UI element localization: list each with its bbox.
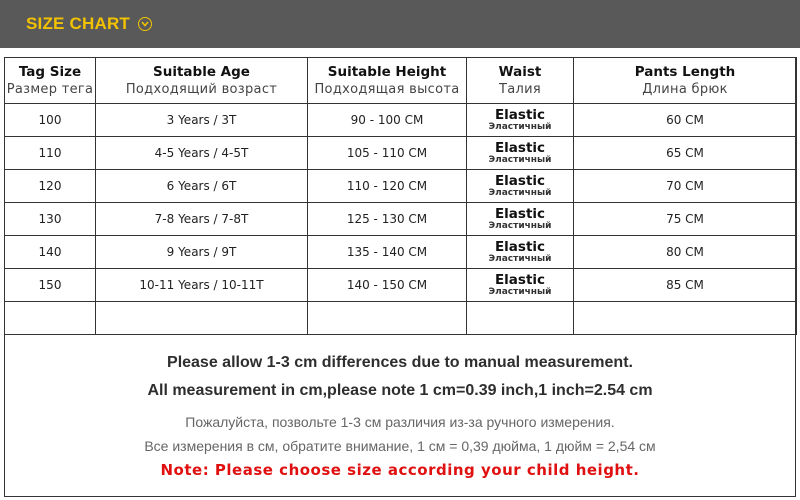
column-header-pants-length: Pants Length Длина брюк bbox=[574, 58, 797, 104]
table-row bbox=[5, 203, 797, 236]
waist-cell: Elastic Эластичный bbox=[467, 170, 574, 203]
age-cell: 4-5 Years / 4-5T bbox=[96, 137, 308, 170]
waist-cell: Elastic Эластичный bbox=[467, 137, 574, 170]
waist-cell: Elastic Эластичный bbox=[467, 269, 574, 302]
pants-length-cell: 60 CM bbox=[574, 104, 797, 137]
age-cell: 6 Years / 6T bbox=[96, 170, 308, 203]
pants-length-cell: 70 CM bbox=[574, 170, 797, 203]
table-row bbox=[5, 236, 797, 269]
table-row bbox=[5, 137, 797, 170]
note-russian-1: Пожалуйста, позвольте 1-3 см различия из-за ручного измерения. bbox=[185, 414, 615, 430]
age-cell: 3 Years / 3T bbox=[96, 104, 308, 137]
tag-size-cell: 110 bbox=[5, 137, 96, 170]
waist-cell: Elastic Эластичный bbox=[467, 203, 574, 236]
note-english-1: Please allow 1-3 cm differences due to manual measurement. bbox=[167, 354, 633, 371]
age-cell: 9 Years / 9T bbox=[96, 236, 308, 269]
column-header-suitable-age: Suitable Age Подходящий возраст bbox=[96, 58, 308, 104]
note-english-2: All measurement in cm,please note 1 cm=0.39 inch,1 inch=2.54 cm bbox=[147, 382, 653, 399]
size-table bbox=[4, 57, 797, 335]
waist-cell: Elastic Эластичный bbox=[467, 236, 574, 269]
table-header-row bbox=[5, 58, 797, 104]
age-cell: 7-8 Years / 7-8T bbox=[96, 203, 308, 236]
chevron-down-circle-icon bbox=[138, 17, 152, 31]
column-header-waist: Waist Талия bbox=[467, 58, 574, 104]
size-warning-note: Note: Please choose size according your child height. bbox=[160, 461, 640, 479]
tag-size-cell: 130 bbox=[5, 203, 96, 236]
height-cell: 105 - 110 CM bbox=[308, 137, 467, 170]
tag-size-cell: 150 bbox=[5, 269, 96, 302]
table-row bbox=[5, 170, 797, 203]
height-cell: 110 - 120 CM bbox=[308, 170, 467, 203]
column-header-suitable-height: Suitable Height Подходящая высота bbox=[308, 58, 467, 104]
page-title: SIZE CHART bbox=[26, 14, 130, 33]
height-cell: 90 - 100 CM bbox=[308, 104, 467, 137]
tag-size-cell: 120 bbox=[5, 170, 96, 203]
age-cell: 10-11 Years / 10-11T bbox=[96, 269, 308, 302]
table-row bbox=[5, 269, 797, 302]
tag-size-cell: 100 bbox=[5, 104, 96, 137]
height-cell: 140 - 150 CM bbox=[308, 269, 467, 302]
pants-length-cell: 65 CM bbox=[574, 137, 797, 170]
height-cell: 135 - 140 CM bbox=[308, 236, 467, 269]
notes-section bbox=[5, 330, 795, 496]
tag-size-cell: 140 bbox=[5, 236, 96, 269]
pants-length-cell: 80 CM bbox=[574, 236, 797, 269]
pants-length-cell: 75 CM bbox=[574, 203, 797, 236]
height-cell: 125 - 130 CM bbox=[308, 203, 467, 236]
table-row bbox=[5, 104, 797, 137]
note-russian-2: Все измерения в см, обратите внимание, 1 см = 0,39 дюйма, 1 дюйм = 2,54 см bbox=[144, 438, 656, 454]
header-bar bbox=[0, 0, 800, 48]
column-header-tag-size: Tag Size Размер тега bbox=[5, 58, 96, 104]
waist-cell: Elastic Эластичный bbox=[467, 104, 574, 137]
pants-length-cell: 85 CM bbox=[574, 269, 797, 302]
